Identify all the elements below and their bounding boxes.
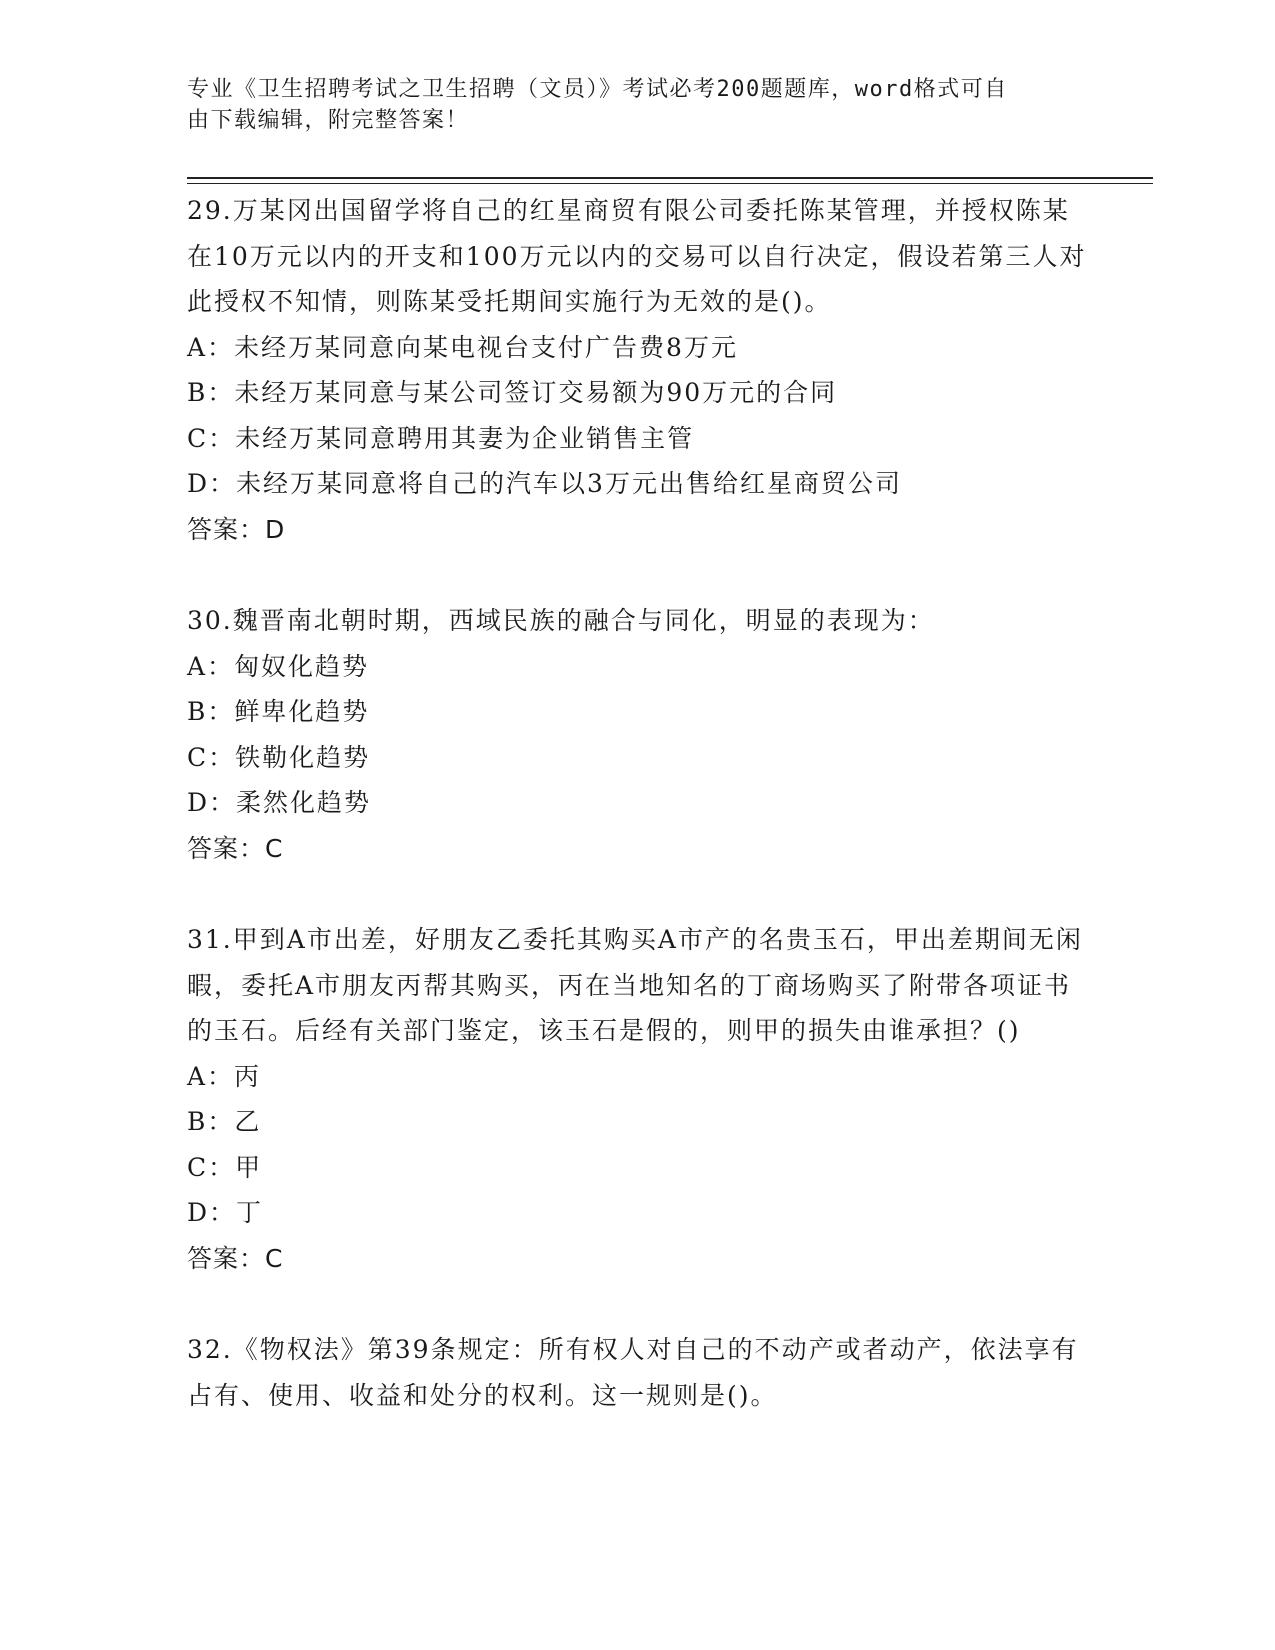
question-32 [187, 1327, 1087, 1418]
answer-line: 答案：D [187, 514, 286, 544]
option-b: B：乙 [187, 1107, 262, 1136]
option-b: B：未经万某同意与某公司签订交易额为90万元的合同 [187, 378, 838, 407]
option-c: C：甲 [187, 1152, 263, 1182]
header-line-1: 专业《卫生招聘考试之卫生招聘（文员）》考试必考200题题库，word格式可自 [187, 77, 1008, 102]
question-stem: 31.甲到A市出差，好朋友乙委托其购买A市产的名贵玉石，甲出差期间无闲暇，委托A市朋友丙帮其购买，丙在当地知名的丁商场购买了附带各项证书的玉石。后经有关部门鉴定，该玉石是假的，则甲的损失由谁承担？() [187, 925, 1083, 1045]
option-a: A：丙 [187, 1061, 262, 1091]
option-a: A：匈奴化趋势 [187, 651, 370, 681]
question-29 [187, 188, 1087, 552]
option-d: D：柔然化趋势 [187, 788, 372, 817]
question-stem: 30.魏晋南北朝时期，西域民族的融合与同化，明显的表现为： [187, 606, 935, 635]
option-a: A：未经万某同意向某电视台支付广告费8万元 [187, 332, 738, 362]
question-list [187, 188, 1087, 1464]
question-30 [187, 598, 1087, 871]
answer-line: 答案：C [187, 833, 284, 863]
option-c: C：未经万某同意聘用其妻为企业销售主管 [187, 423, 695, 453]
option-b: B：鲜卑化趋势 [187, 697, 370, 726]
header-divider-thin [187, 183, 1153, 184]
question-31 [187, 917, 1087, 1281]
option-d: D：未经万某同意将自己的汽车以3万元出售给红星商贸公司 [187, 469, 902, 498]
header-line-2: 由下载编辑，附完整答案！ [187, 108, 470, 133]
answer-line: 答案：C [187, 1243, 284, 1273]
question-stem: 32.《物权法》第39条规定：所有权人对自己的不动产或者动产，依法享有占有、使用、收益和处分的权利。这一规则是()。 [187, 1335, 1079, 1410]
document-header [187, 74, 1067, 136]
header-divider-thick [187, 177, 1153, 179]
question-stem: 29.万某冈出国留学将自己的红星商贸有限公司委托陈某管理，并授权陈某在10万元以内的开支和100万元以内的交易可以自行决定，假设若第三人对此授权不知情，则陈某受托期间实施行为无效的是()。 [187, 196, 1087, 316]
option-c: C：铁勒化趋势 [187, 742, 371, 772]
option-d: D：丁 [187, 1198, 264, 1227]
